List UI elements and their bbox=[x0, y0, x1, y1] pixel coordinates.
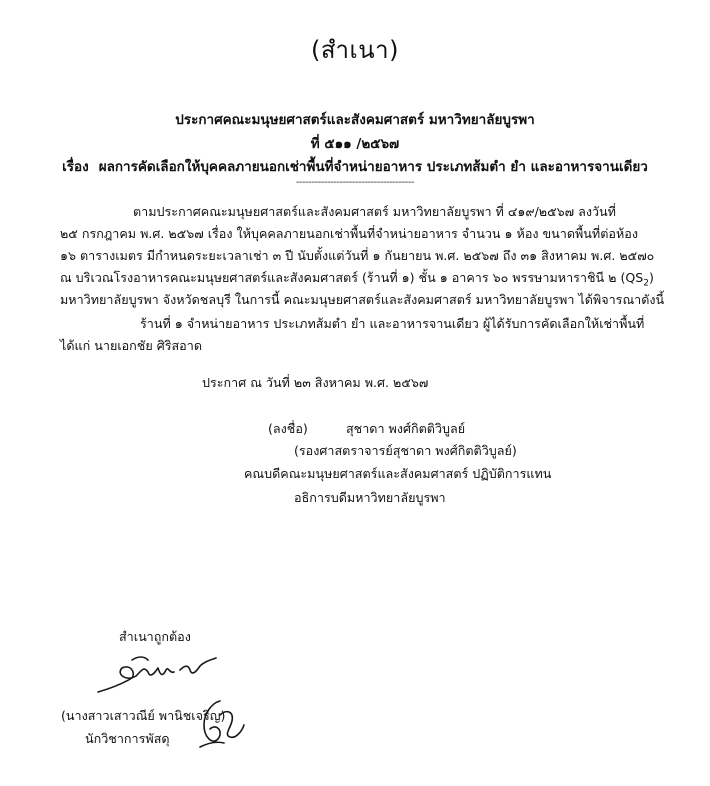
body-line-2: ๒๕ กรกฎาคม พ.ศ. ๒๕๖๗ เรื่อง ให้บุคคลภายนอกเช่าพื้นที่จำหน่ายอาหาร จำนวน ๑ ห้อง ขนาดพื้นที่ต่อห้อง bbox=[60, 226, 638, 241]
announcement-heading: ประกาศคณะมนุษยศาสตร์และสังคมศาสตร์ มหาวิทยาลัยบูรพา bbox=[175, 112, 535, 128]
body-line-4-end: ) bbox=[649, 270, 654, 285]
announcement-number: ที่ ๕๑๑ /๒๕๖๗ bbox=[310, 136, 400, 152]
subject-text: ผลการคัดเลือกให้บุคคลภายนอกเช่าพื้นที่จำหน่ายอาหาร ประเภทส้มตำ ยำ และอาหารจานเดียว bbox=[98, 159, 648, 175]
announcement-subject bbox=[0, 155, 710, 177]
body-line-4-text: ณ บริเวณโรงอาหารคณะมนุษยศาสตร์และสังคมศาสตร์ (ร้านที่ ๑) ชั้น ๑ อาคาร ๖๐ พรรษามหาราชินี ๒ (QS bbox=[60, 270, 644, 285]
heading-separator: -------------------------------------- bbox=[295, 177, 415, 188]
signature-prefix: (ลงชื่อ) bbox=[268, 421, 308, 436]
copy-mark: (สำเนา) bbox=[311, 36, 399, 64]
announcement-date: ประกาศ ณ วันที่ ๒๓ สิงหาคม พ.ศ. ๒๕๖๗ bbox=[202, 375, 429, 390]
body-line-6: ร้านที่ ๑ จำหน่ายอาหาร ประเภทส้มตำ ยำ และอาหารจานเดียว ผู้ได้รับการคัดเลือกให้เช่าพื้นที่ bbox=[140, 316, 645, 331]
signature-line bbox=[268, 419, 465, 439]
handwritten-signature bbox=[92, 648, 222, 698]
certifier-title: นักวิชาการพัสดุ bbox=[85, 731, 170, 746]
subject-label: เรื่อง bbox=[62, 159, 89, 175]
certified-copy-label: สำเนาถูกต้อง bbox=[119, 629, 191, 644]
body-line-4 bbox=[60, 270, 660, 292]
body-line-1: ตามประกาศคณะมนุษยศาสตร์และสังคมศาสตร์ มหาวิทยาลัยบูรพา ที่ ๔๑๙/๒๕๖๗ ลงวันที่ bbox=[133, 204, 616, 219]
body-line-4-subscript: 2 bbox=[643, 278, 650, 289]
body-line-3: ๑๖ ตารางเมตร มีกำหนดระยะเวลาเช่า ๓ ปี นับตั้งแต่วันที่ ๑ กันยายน พ.ศ. ๒๕๖๗ ถึง ๓๑ สิงหาคม พ.ศ. ๒๕๗๐ bbox=[60, 248, 655, 263]
signer-full-title: (รองศาสตราจารย์สุชาดา พงศ์กิตติวิบูลย์) bbox=[294, 443, 517, 458]
body-line-7: ได้แก่ นายเอกชัย ศิริสอาด bbox=[60, 338, 202, 353]
signer-name: สุชาดา พงศ์กิตติวิบูลย์ bbox=[346, 421, 466, 436]
certifier-name: (นางสาวเสาวณีย์ พานิชเจริญ) bbox=[61, 708, 226, 723]
signer-position-2: อธิการบดีมหาวิทยาลัยบูรพา bbox=[294, 490, 446, 505]
handwritten-initials bbox=[190, 695, 248, 753]
signer-position-1: คณบดีคณะมนุษยศาสตร์และสังคมศาสตร์ ปฏิบัติการแทน bbox=[244, 466, 552, 481]
body-line-5: มหาวิทยาลัยบูรพา จังหวัดชลบุรี ในการนี้ คณะมนุษยศาสตร์และสังคมศาสตร์ มหาวิทยาลัยบูรพา ได้พิจารณาดังนี้ bbox=[60, 292, 665, 307]
